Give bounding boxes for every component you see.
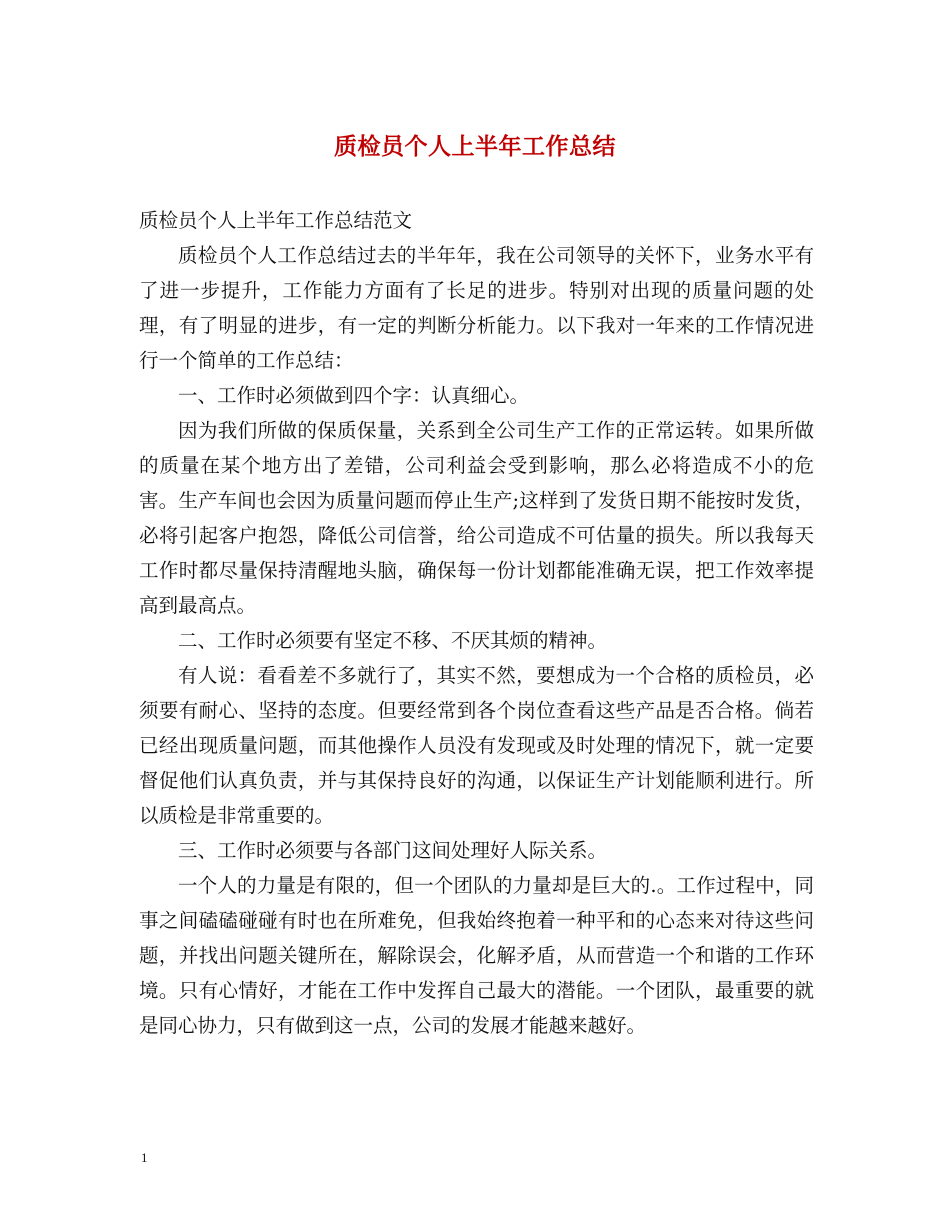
section-heading-1: 一、工作时必须做到四个字：认真细心。	[178, 384, 530, 407]
document-title: 质检员个人上半年工作总结	[334, 133, 616, 160]
section-heading-2: 二、工作时必须要有坚定不移、不厌其烦的精神。	[178, 629, 608, 652]
paragraph-section-3: 一个人的力量是有限的，但一个团队的力量却是巨大的.。工作过程中，同事之间磕磕碰碰有时也在所难免，但我始终抱着一种平和的心态来对待这些问题，并找出问题关键所在，解除误会，化解矛盾，从而营造一个和谐的工作环境。只有心情好，才能在工作中发挥自己最大的潜能。一个团队，最重要的就是同心协力，只有做到这一点，公司的发展才能越来越好。	[139, 874, 814, 1037]
document-body	[139, 203, 814, 1043]
page-number: 1	[141, 1150, 148, 1165]
paragraph-section-2: 有人说：看看差不多就行了，其实不然，要想成为一个合格的质检员，必须要有耐心、坚持的态度。但要经常到各个岗位查看这些产品是否合格。倘若已经出现质量问题，而其他操作人员没有发现或及时处理的情况下，就一定要督促他们认真负责，并与其保持良好的沟通，以保证生产计划能顺利进行。所以质检是非常重要的。	[139, 664, 814, 827]
paragraph-intro: 质检员个人工作总结过去的半年年，我在公司领导的关怀下，业务水平有了进一步提升，工作能力方面有了长足的进步。特别对出现的质量问题的处理，有了明显的进步，有一定的判断分析能力。以下我对一年来的工作情况进行一个简单的工作总结：	[139, 244, 814, 372]
section-heading-3: 三、工作时必须要与各部门这间处理好人际关系。	[178, 839, 608, 862]
document-subtitle: 质检员个人上半年工作总结范文	[139, 209, 413, 232]
paragraph-section-1: 因为我们所做的保质保量，关系到全公司生产工作的正常运转。如果所做的质量在某个地方出了差错，公司利益会受到影响，那么必将造成不小的危害。生产车间也会因为质量问题而停止生产;这样到了发货日期不能按时发货，必将引起客户抱怨，降低公司信誉，给公司造成不可估量的损失。所以我每天工作时都尽量保持清醒地头脑，确保每一份计划都能准确无误，把工作效率提高到最高点。	[139, 419, 814, 617]
